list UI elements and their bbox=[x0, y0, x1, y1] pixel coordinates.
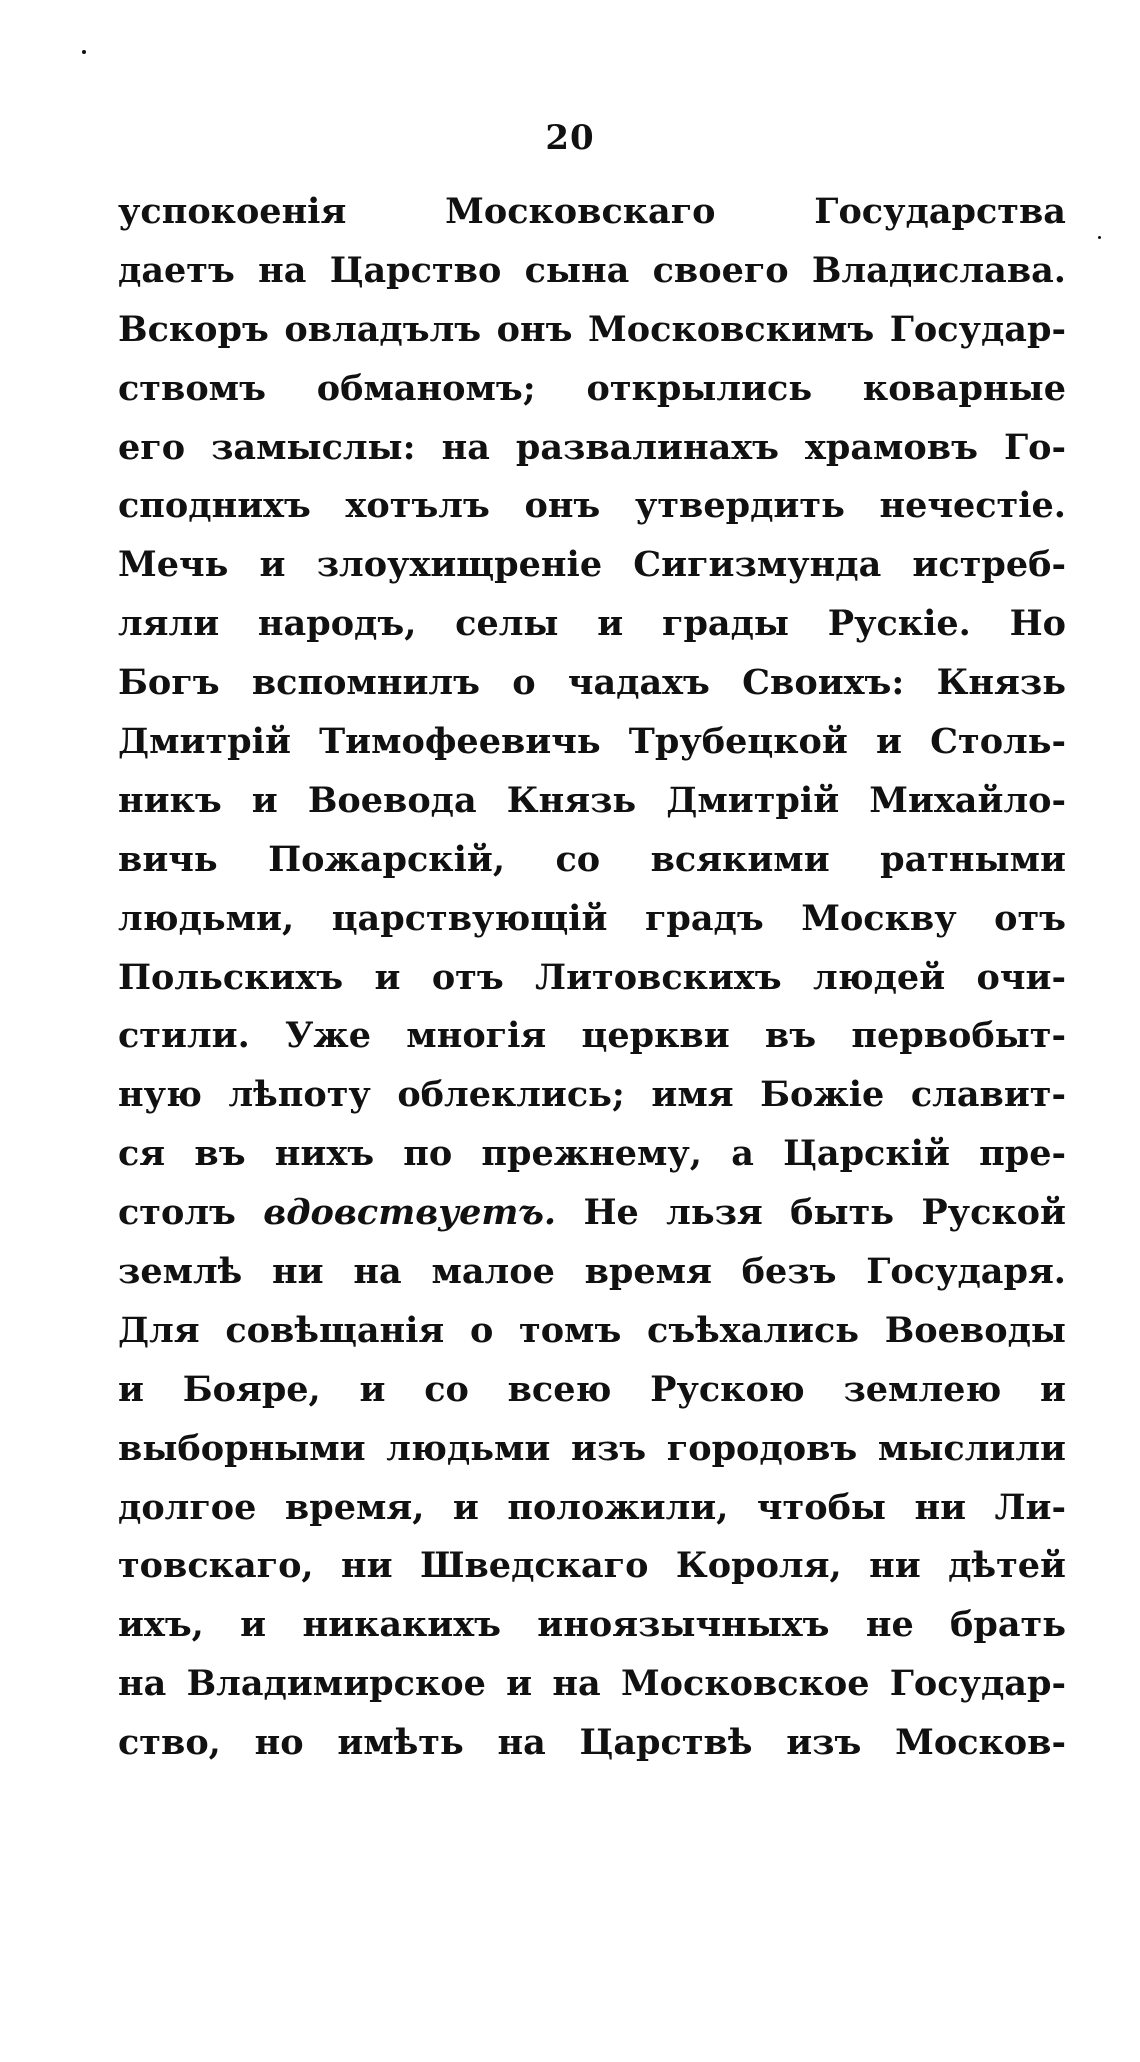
text-line: успокоенія Московскаго Государства bbox=[118, 191, 1066, 232]
text-line: Польскихъ и отъ Литовскихъ людей очи- bbox=[118, 956, 1066, 998]
text-line: выборными людьми изъ городовъ мыслили bbox=[118, 1427, 1066, 1469]
text-line: ствомъ обманомъ; открылись коварные bbox=[118, 367, 1066, 409]
text-line: ную лѣпоту облеклись; имя Божіе славит- bbox=[118, 1074, 1066, 1116]
text-line: ихъ, и никакихъ иноязычныхъ не брать bbox=[118, 1604, 1066, 1646]
text-line: долгое время, и положили, чтобы ни Ли- bbox=[118, 1486, 1066, 1528]
text-line: вичь Пожарскій, со всякими ратными bbox=[118, 838, 1066, 880]
text-line: на Владимирское и на Московское Государ- bbox=[118, 1663, 1066, 1705]
text-line: Вскоръ овладълъ онъ Московскимъ Государ- bbox=[118, 308, 1066, 350]
text-line: ляли народъ, селы и грады Рускіе. Но bbox=[118, 603, 1066, 645]
text-line: его замыслы: на развалинахъ храмовъ Го- bbox=[118, 426, 1066, 468]
ink-speck bbox=[1098, 236, 1101, 239]
ink-speck bbox=[82, 50, 86, 54]
text-line: Богъ вспомнилъ о чадахъ Своихъ: Князь bbox=[118, 662, 1066, 704]
page-number: 20 bbox=[545, 118, 595, 158]
text-line: даетъ на Царство сына своего Владислава. bbox=[118, 249, 1066, 291]
italic-word: вдовствуетъ. bbox=[263, 1192, 557, 1234]
text-line: и Бояре, и со всею Рускою землею и bbox=[118, 1368, 1066, 1410]
text-line: никъ и Воевода Князь Дмитрій Михайло- bbox=[118, 779, 1066, 821]
text-line: Дмитрій Тимофеевичь Трубецкой и Столь- bbox=[118, 721, 1066, 763]
text-line: Для совѣщанія о томъ съѣхались Воеводы bbox=[118, 1309, 1066, 1351]
text-line: товскаго, ни Шведскаго Короля, ни дѣтей bbox=[118, 1545, 1066, 1587]
text-line: ся въ нихъ по прежнему, а Царскій пре- bbox=[118, 1133, 1066, 1175]
text-line: Мечь и злоухищреніе Сигизмунда истреб- bbox=[118, 544, 1066, 586]
text-line: ство, но имѣть на Царствѣ изъ Москов- bbox=[118, 1722, 1066, 1764]
text-line: землѣ ни на малое время безъ Государя. bbox=[118, 1251, 1066, 1293]
text-line: споднихъ хотълъ онъ утвердить нечестіе. bbox=[118, 485, 1066, 527]
text-line: стили. Уже многія церкви въ первобыт- bbox=[118, 1015, 1066, 1057]
text-line: столъ вдовствуетъ. Не льзя быть Руской bbox=[118, 1192, 1066, 1234]
text-line: людьми, царствующій градъ Москву отъ bbox=[118, 897, 1066, 939]
body-text bbox=[118, 183, 1066, 1773]
